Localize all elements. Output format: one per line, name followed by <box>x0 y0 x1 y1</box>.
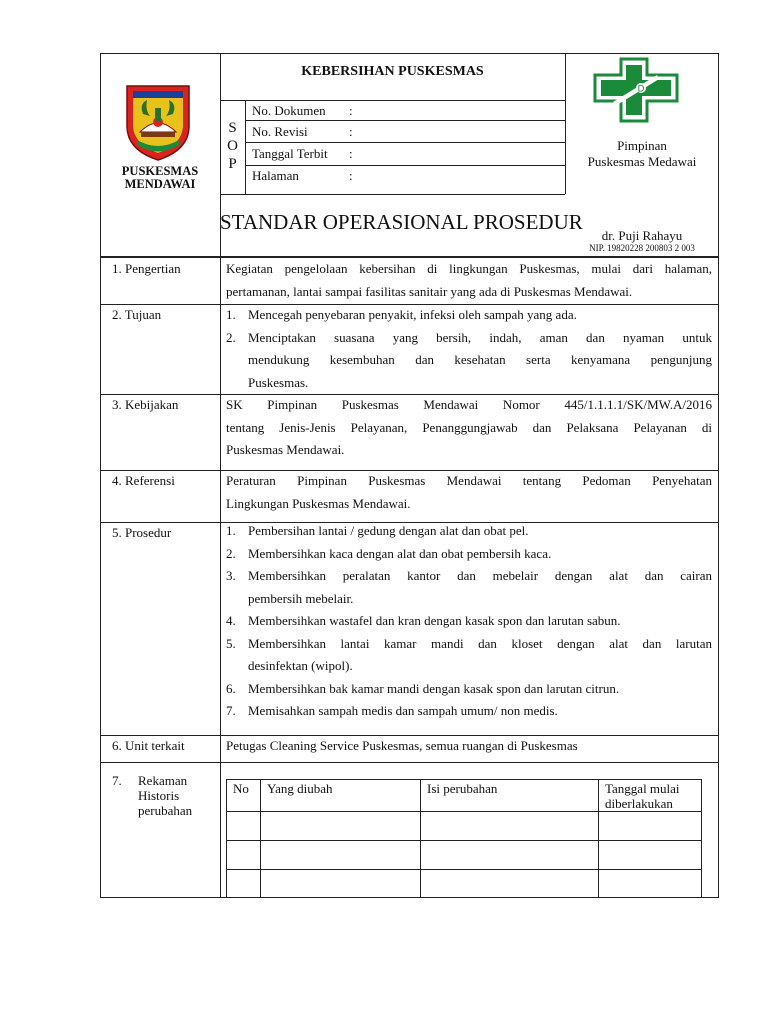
approver-name: dr. Puji Rahayu <box>601 228 683 243</box>
label-prosedur: 5. Prosedur <box>112 525 172 540</box>
prosedur-item-6 <box>226 678 712 701</box>
label-pengertian: 1. Pengertian <box>112 261 181 276</box>
caption-line-1: PUSKESMAS <box>121 164 199 178</box>
label-referensi: 4. Referensi <box>112 473 175 488</box>
tujuan-item-2-number: 2. <box>226 329 236 345</box>
tujuan-item-2-line-2: mendukung kesembuhan dan kesehatan serta kenyamana pengunjung <box>248 352 712 367</box>
history-header-isi-perubahan: Isi perubahan <box>427 781 498 796</box>
prosedur-item-2-number: 2. <box>226 545 236 561</box>
referensi-line-1: Peraturan Pimpinan Puskesmas Mendawai tentang Pedoman Penyehatan <box>226 473 712 488</box>
tujuan-item-1 <box>226 304 712 327</box>
prosedur-item-7 <box>226 700 712 723</box>
prosedur-item-1 <box>226 520 712 543</box>
field-no-revisi: No. Revisi <box>252 124 308 139</box>
puskesmas-logo-icon <box>593 57 679 123</box>
approver-nip: NIP. 19820228 200803 2 003 <box>589 243 695 253</box>
sop-letter-s: S <box>228 120 237 136</box>
field-halaman-sep: : <box>349 168 353 183</box>
prosedur-item-5 <box>226 633 712 678</box>
referensi-line-2: Lingkungan Puskesmas Mendawai. <box>226 495 411 511</box>
prosedur-item-7-number: 7. <box>226 703 236 718</box>
prosedur-item-1-line-1: Pembersihan lantai / gedung dengan alat dan obat pel. <box>248 523 529 538</box>
logo-mark: D <box>637 84 645 95</box>
prosedur-item-5-number: 5. <box>226 635 236 651</box>
tujuan-item-2 <box>226 327 712 395</box>
left-logo-caption <box>100 165 220 191</box>
prosedur-item-5-line-1: Membersihkan lantai kamar mandi dan kloset dengan alat dan larutan <box>248 635 712 651</box>
prosedur-item-5-line-2: desinfektan (wipol). <box>248 658 353 673</box>
label-rekaman-line-3: perubahan <box>138 803 193 818</box>
approver-title-line-1: Pimpinan <box>617 138 667 153</box>
kebijakan-line-3: Puskesmas Mendawai. <box>226 442 345 457</box>
prosedur-item-3-line-1: Membersihkan peralatan kantor dan mebelair dengan alat dan cairan <box>248 568 712 583</box>
prosedur-item-2-line-1: Membersihkan kaca dengan alat dan obat pembersih kaca. <box>248 545 552 561</box>
text-unit-terkait: Petugas Cleaning Service Puskesmas, semua ruangan di Puskesmas <box>226 738 578 753</box>
text-pengertian <box>226 258 712 303</box>
sop-heading: STANDAR OPERASIONAL PROSEDUR <box>220 210 583 234</box>
prosedur-item-1-number: 1. <box>226 523 236 538</box>
tujuan-item-2-line-1: Menciptakan suasana yang bersih, indah, aman dan nyaman untuk <box>248 329 712 345</box>
prosedur-item-6-line-1: Membersihkan bak kamar mandi dengan kasak spon dan larutan citrun. <box>248 680 620 696</box>
approver-title-line-2: Puskesmas Medawai <box>587 154 697 169</box>
history-header-tanggal-line-2: diberlakukan <box>605 796 673 811</box>
prosedur-item-4-line-1: Membersihkan wastafel dan kran dengan kasak spon dan larutan sabun. <box>248 613 621 628</box>
prosedur-item-3-number: 3. <box>226 568 236 583</box>
history-header-yang-diubah: Yang diubah <box>267 781 333 796</box>
history-header-tanggal-line-1: Tanggal mulai <box>605 781 680 796</box>
caption-line-2: MENDAWAI <box>124 177 196 191</box>
prosedur-item-6-number: 6. <box>226 680 236 696</box>
prosedur-item-4-number: 4. <box>226 613 236 628</box>
pengertian-line-2: pertamanan, lantai sampai fasilitas sanitair yang ada di Puskesmas Mendawai. <box>226 283 633 299</box>
kebijakan-line-2: tentang Jenis-Jenis Pelayanan, Penanggungjawab dan Pelaksana Pelayanan di <box>226 419 712 435</box>
label-unit-terkait: 6. Unit terkait <box>112 738 185 753</box>
field-tanggal-terbit-sep: : <box>349 146 353 161</box>
prosedur-item-2 <box>226 543 712 566</box>
text-referensi <box>226 470 712 515</box>
prosedur-item-4 <box>226 610 712 633</box>
field-no-dokumen-sep: : <box>349 103 353 118</box>
sop-letter-p: P <box>228 156 237 172</box>
sop-letter-o: O <box>227 138 238 154</box>
history-header-tanggal <box>605 781 680 811</box>
field-halaman: Halaman <box>252 168 299 183</box>
label-rekaman-line-1: Rekaman <box>138 773 188 788</box>
prosedur-item-7-line-1: Memisahkan sampah medis dan sampah umum/ non medis. <box>248 703 558 718</box>
regional-emblem-icon <box>117 80 199 162</box>
field-no-revisi-sep: : <box>349 124 353 139</box>
document-title: KEBERSIHAN PUSKESMAS <box>301 64 484 79</box>
label-kebijakan: 3. Kebijakan <box>112 397 179 412</box>
prosedur-item-3 <box>226 565 712 610</box>
approver-title <box>565 138 719 170</box>
kebijakan-line-1: SK Pimpinan Puskesmas Mendawai Nomor 445/1.1.1.1/SK/MW.A/2016 <box>226 397 712 412</box>
field-tanggal-terbit: Tanggal Terbit <box>252 146 328 161</box>
list-tujuan <box>226 304 712 394</box>
label-rekaman-line-2: Historis <box>138 788 180 803</box>
history-header-no: No <box>233 781 249 796</box>
text-kebijakan <box>226 394 712 462</box>
field-no-dokumen: No. Dokumen <box>252 103 326 118</box>
list-prosedur <box>226 520 712 723</box>
tujuan-item-1-number: 1. <box>226 307 236 322</box>
pengertian-line-1: Kegiatan pengelolaan kebersihan di lingkungan Puskesmas, mulai dari halaman, <box>226 261 712 276</box>
label-rekaman <box>138 773 192 818</box>
prosedur-item-3-line-2: pembersih mebelair. <box>248 590 354 606</box>
label-tujuan: 2. Tujuan <box>112 307 162 322</box>
tujuan-item-1-line-1: Mencegah penyebaran penyakit, infeksi oleh sampah yang ada. <box>248 307 577 322</box>
tujuan-item-2-line-3: Puskesmas. <box>248 374 309 390</box>
label-rekaman-number: 7. <box>112 773 122 788</box>
